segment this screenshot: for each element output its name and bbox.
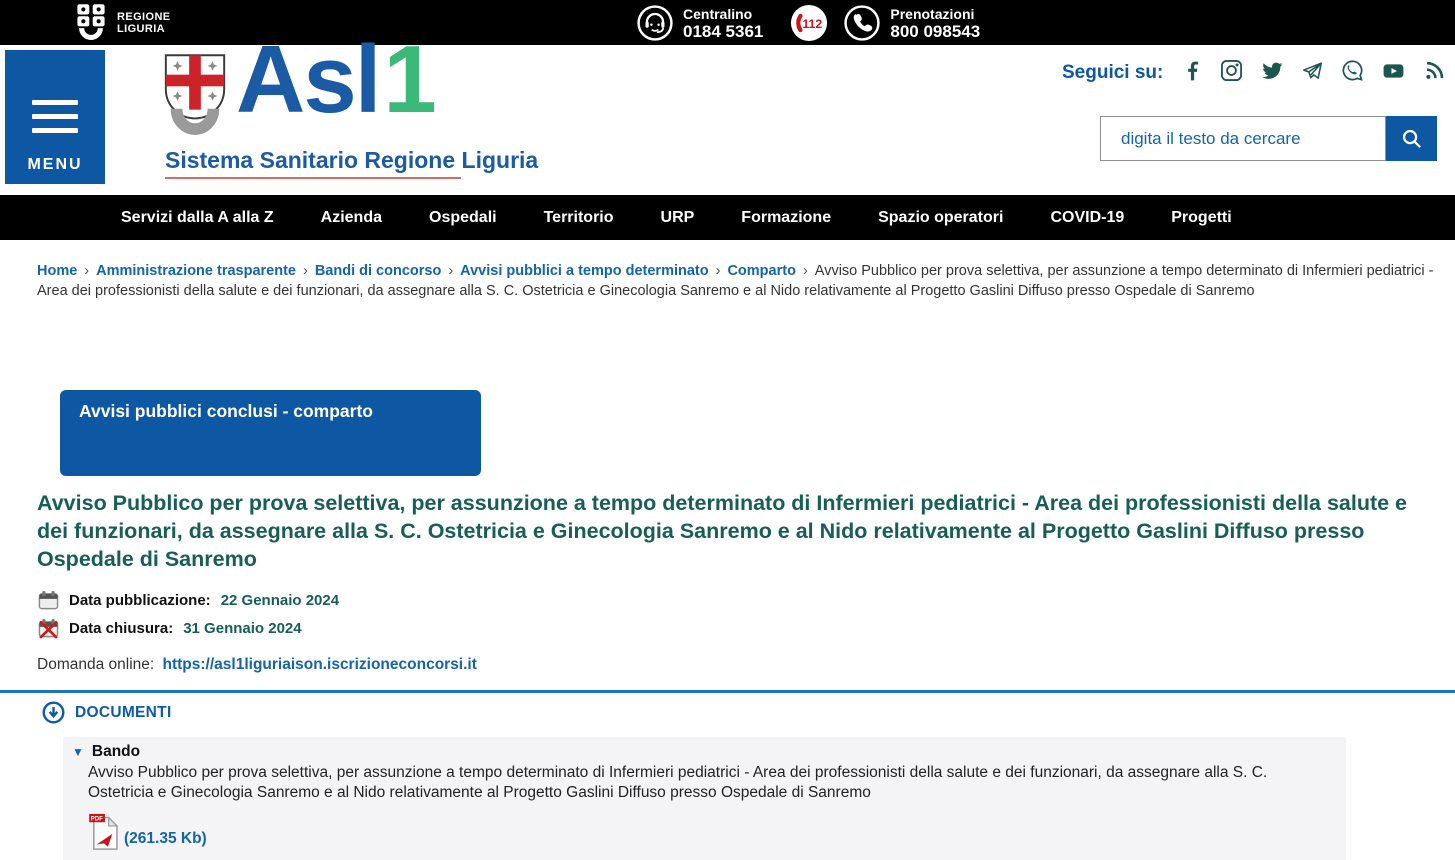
nav-item-formazione[interactable]: Formazione bbox=[741, 208, 832, 226]
document-item bbox=[63, 737, 1346, 860]
documents-section-header[interactable] bbox=[42, 701, 172, 724]
document-toggle[interactable] bbox=[63, 737, 1346, 761]
online-application-label: Domanda online: bbox=[37, 656, 155, 673]
nav-item-urp[interactable]: URP bbox=[660, 208, 695, 226]
calendar-closed-icon bbox=[38, 618, 59, 639]
breadcrumb-bandi[interactable]: Bandi di concorso bbox=[314, 263, 442, 279]
documents-section-title: DOCUMENTI bbox=[75, 703, 172, 721]
breadcrumb bbox=[37, 262, 1437, 301]
centralino-contact bbox=[636, 4, 763, 42]
site-search bbox=[1100, 116, 1437, 161]
breadcrumb-separator: › bbox=[715, 263, 721, 279]
document-download-link[interactable] bbox=[88, 813, 1346, 850]
online-application-link[interactable]: https://asl1liguriaison.iscrizioneconcorsi.it bbox=[162, 656, 477, 673]
regione-liguria-label: REGIONE LIGURIA bbox=[117, 11, 171, 35]
nav-item-progetti[interactable]: Progetti bbox=[1171, 208, 1232, 226]
breadcrumb-separator: › bbox=[84, 263, 90, 279]
hamburger-icon bbox=[32, 100, 78, 142]
youtube-icon[interactable] bbox=[1381, 60, 1406, 82]
phone-icon bbox=[843, 4, 881, 42]
regione-liguria-logo[interactable] bbox=[74, 3, 171, 43]
online-application-row bbox=[37, 656, 477, 674]
asl1-shield-icon bbox=[160, 52, 230, 144]
search-icon bbox=[1400, 127, 1423, 150]
document-title: Bando bbox=[91, 743, 141, 760]
breadcrumb-separator: › bbox=[448, 263, 454, 279]
calendar-icon bbox=[38, 590, 59, 611]
publication-date-value: 22 Gennaio 2024 bbox=[220, 592, 340, 609]
svg-text:112: 112 bbox=[802, 17, 823, 32]
telegram-icon[interactable] bbox=[1301, 60, 1324, 82]
nav-item-spazio-operatori[interactable]: Spazio operatori bbox=[878, 208, 1004, 226]
breadcrumb-separator: › bbox=[302, 263, 308, 279]
nav-item-servizi[interactable]: Servizi dalla A alla Z bbox=[121, 208, 274, 226]
search-input[interactable] bbox=[1100, 116, 1386, 161]
breadcrumb-comparto[interactable]: Comparto bbox=[727, 263, 796, 279]
prenotazioni-contact bbox=[843, 4, 980, 42]
twitter-icon[interactable] bbox=[1260, 60, 1284, 82]
social-follow-label: Seguici su: bbox=[1062, 62, 1164, 83]
document-description: Avviso Pubblico per prova selettiva, per assunzione a tempo determinato di Infermieri pediatrici - Area dei professionisti della salute e dei funzionari, da assegnare alla S. C. Ostetricia e Ginecologia Sanremo e al Nido relativamente al Progetto Gaslini Diffuso presso Ospedale di Sanremo bbox=[88, 764, 1268, 801]
closing-date-row bbox=[38, 618, 302, 639]
headset-operator-icon bbox=[636, 4, 674, 42]
top-contact-bar bbox=[0, 0, 1455, 45]
breadcrumb-amministrazione[interactable]: Amministrazione trasparente bbox=[96, 263, 296, 279]
category-box-label: Avvisi pubblici conclusi - comparto bbox=[79, 401, 373, 421]
nav-item-covid19[interactable]: COVID-19 bbox=[1050, 208, 1125, 226]
breadcrumb-separator: › bbox=[802, 263, 808, 279]
svg-text:PDF: PDF bbox=[90, 815, 103, 823]
section-divider bbox=[0, 690, 1455, 693]
emergency-112-icon[interactable] bbox=[790, 4, 828, 42]
nav-item-territorio[interactable]: Territorio bbox=[543, 208, 614, 226]
logo-underline bbox=[165, 177, 461, 179]
page-title: Avviso Pubblico per prova selettiva, per assunzione a tempo determinato di Infermieri pediatrici - Area dei professionisti della salute e dei funzionari, da assegnare alla S. C. Ostetricia e Ginecologia Sanremo e al Nido relativamente al Progetto Gaslini Diffuso presso Ospedale di Sanremo bbox=[37, 491, 1408, 571]
nav-item-azienda[interactable]: Azienda bbox=[320, 208, 382, 226]
asl1-logo-text: Asl1 bbox=[236, 26, 435, 133]
nav-item-ospedali[interactable]: Ospedali bbox=[429, 208, 497, 226]
instagram-icon[interactable] bbox=[1220, 59, 1243, 82]
closing-date-label: Data chiusura: bbox=[69, 620, 174, 637]
social-links bbox=[1183, 59, 1446, 82]
download-circle-icon bbox=[42, 701, 65, 724]
document-file-size: (261.35 Kb) bbox=[124, 830, 207, 847]
contact-numbers bbox=[636, 3, 980, 43]
menu-button[interactable] bbox=[5, 50, 105, 184]
main-navigation bbox=[0, 195, 1455, 240]
publication-date-label: Data pubblicazione: bbox=[69, 592, 211, 609]
menu-button-label: MENU bbox=[27, 156, 83, 173]
regione-liguria-shield-icon bbox=[74, 3, 108, 43]
publication-date-row bbox=[38, 590, 339, 611]
category-box[interactable] bbox=[60, 390, 481, 476]
breadcrumb-current: Avviso Pubblico per prova selettiva, per assunzione a tempo determinato di Infermieri pediatrici - Area dei professionisti della salute e dei funzionari, da assegnare alla S. C. Ostetricia e Ginecologia Sanremo e al Nido relativamente al Progetto Gaslini Diffuso presso Ospedale di Sanremo bbox=[37, 263, 1434, 299]
prenotazioni-text: Prenotazioni 800 098543 bbox=[890, 5, 981, 41]
search-button[interactable] bbox=[1386, 116, 1437, 161]
breadcrumb-avvisi[interactable]: Avvisi pubblici a tempo determinato bbox=[460, 263, 709, 279]
breadcrumb-home[interactable]: Home bbox=[37, 263, 78, 279]
collapse-triangle-icon: ▼ bbox=[72, 745, 84, 759]
facebook-icon[interactable] bbox=[1183, 60, 1203, 82]
pdf-file-icon bbox=[88, 813, 120, 850]
rss-icon[interactable] bbox=[1423, 59, 1446, 82]
closing-date-value: 31 Gennaio 2024 bbox=[183, 620, 302, 637]
whatsapp-icon[interactable] bbox=[1341, 59, 1364, 82]
centralino-text: Centralino 0184 5361 bbox=[683, 5, 764, 41]
logo-subtitle: Sistema Sanitario Regione Liguria bbox=[165, 147, 539, 173]
